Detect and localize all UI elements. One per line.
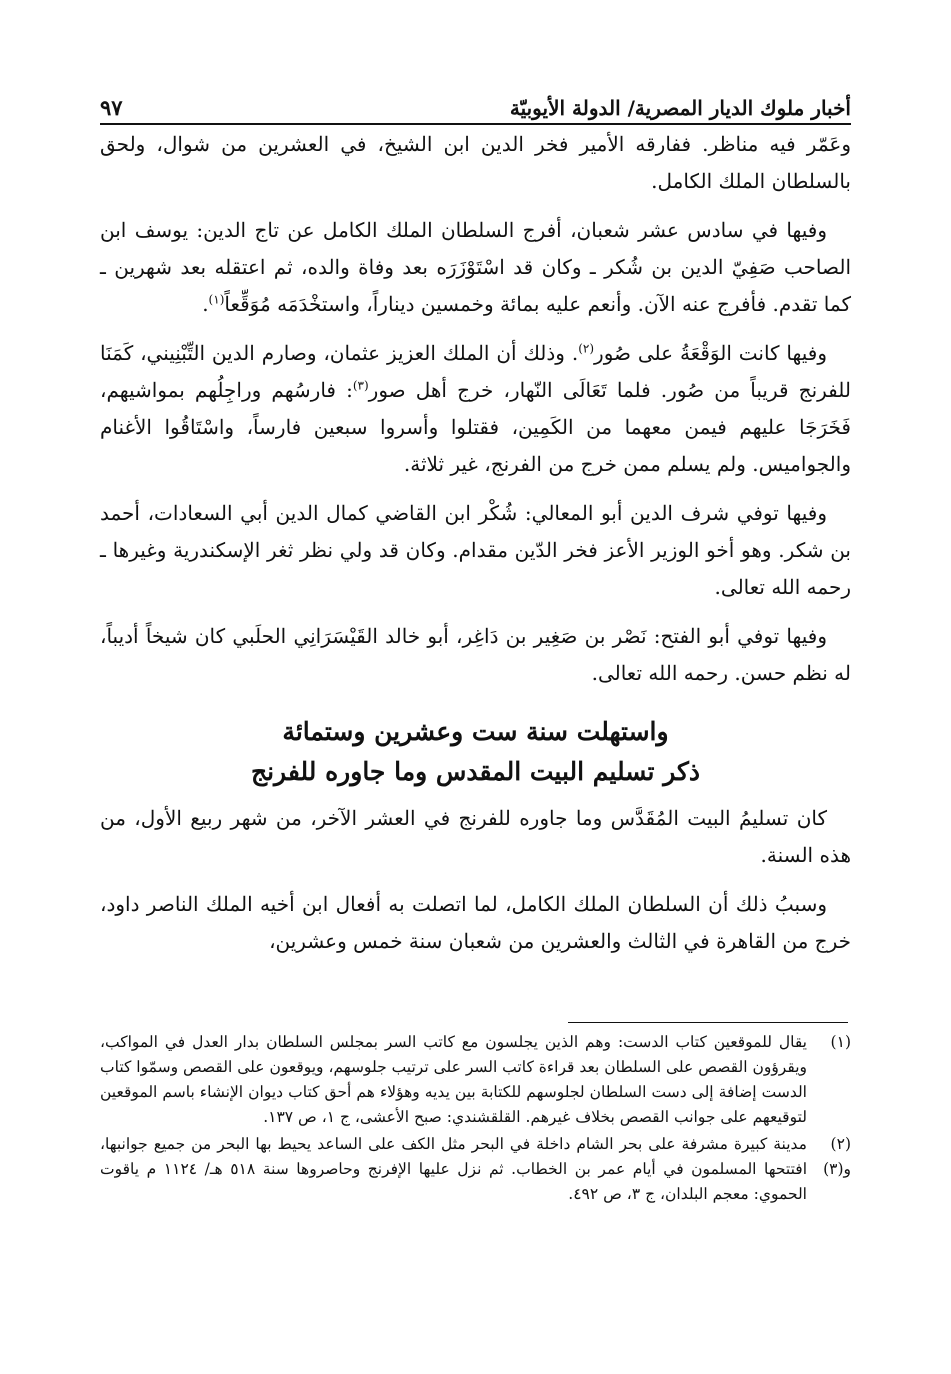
paragraph: وسببُ ذلك أن السلطان الملك الكامل، لما اتصلت به أفعال ابن أخيه الملك الناصر داود، خرج من القاهرة في الثالث والعشرين من شعبان سنة خمس وعشرين، [100, 892, 851, 953]
paragraph [100, 212, 851, 323]
footnote-mark: (١) [830, 1033, 851, 1051]
running-header [100, 86, 851, 120]
paragraph-text: وفيها كانت الوَقْعَةُ على صُور [594, 341, 827, 365]
footnote-ref: (٣) [352, 378, 369, 393]
paragraph: وعَمّر فيه مناظر. ففارقه الأمير فخر الدين ابن الشيخ، في العشرين من شوال، ولحق بالسلطان الملك الكامل. [100, 132, 851, 193]
page-number: ٩٧ [100, 95, 123, 120]
footnote-ref: (٢) [578, 341, 595, 356]
footnote-text: يقال للموقعين كتاب الدست: وهم الذين يجلسون مع كاتب السر بمجلس السلطان بدار العدل في المواكب، ويقرؤون القصص على السلطان بعد قراءة كاتب السر على ترتيب جلوسهم، ويوقعون على القصص وسمّوا كتاب الدست إضافة إلى دست السلطان لجلوسهم للكتابة بين يديه وهؤلاء هم أحق كتاب ديوان الإنشاء باسم الموقعين لتوقيعهم على جوانب القصص بخلاف غيرهم. القلقشندي: صبح الأعشى، ج ١، ص ١٣٧. [100, 1033, 807, 1126]
footnotes [100, 1030, 851, 1209]
paragraph: وفيها توفي أبو الفتح: نَصْر بن صَغِير بن دَاغِر، أبو خالد القَيْسَرَانِي الحلَبي كان شيخاً أديباً، له نظم حسن. رحمه الله تعالى. [100, 624, 851, 685]
section-heading: ذكر تسليم البيت المقدس وما جاوره للفرنج [250, 757, 701, 786]
footnote-rule [568, 1022, 848, 1023]
footnote-text: مدينة كبيرة مشرفة على بحر الشام داخلة في البحر مثل الكف على الساعد يحيط بها البحر من جميع جوانبها، افتتحها المسلمون في أيام عمر بن الخطاب. ثم نزل عليها الإفرنج وحاصروها سنة ٥١٨ هـ/ ١١٢٤ م ياقوت الحموي: معجم البلدان، ج ٣، ص ٤٩٢. [100, 1135, 807, 1203]
main-text [100, 126, 851, 972]
paragraph-text: : فارسُهم وراجِلُهم بمواشيهم، فَخَرَجَا عليهم فيمن معهما من الكَمِين، فقتلوا وأسروا سبعين فارساً، واسْتَاقُوا الأغنام والجواميس. ولم يسلم ممن خرج من الفرنج، غير ثلاثة. [100, 378, 851, 476]
running-title: أخبار ملوك الديار المصرية/ الدولة الأيوبيّة [509, 96, 851, 120]
paragraph-text: . وذلك أن الملك العزيز عثمان، وصارم الدين التِّبْنِيني، كَمَنَا للفرنج قريباً من صُور. فلما تَعَالَى النّهار، خرج أهل صور [100, 341, 852, 402]
section-headings [100, 712, 851, 792]
header-rule [100, 123, 851, 125]
footnote-mark: (٢) و(٣) [823, 1135, 851, 1178]
paragraph [100, 335, 851, 483]
year-heading: واستهلت سنة ست وعشرين وستمائة [282, 717, 669, 746]
paragraph-text: وفيها في سادس عشر شعبان، أفرج السلطان الملك الكامل عن تاج الدين: يوسف ابن الصاحب صَفِيّ الدين بن شُكر ـ وكان قد اسْتَوْزَرَه بعد وفاة والده، ثم اعتقله بعد شهرين ـ كما تقدم. فأفرج عنه الآن. وأنعم عليه بمائة وخمسين ديناراً، واستخْدَمَه مُوَقِّعاً [100, 218, 851, 316]
footnote [100, 1030, 851, 1130]
footnote-ref: (١) [208, 292, 225, 307]
paragraph-end: . [202, 292, 209, 316]
footnote [100, 1132, 851, 1207]
paragraph: كان تسليمُ البيت المُقَدَّس وما جاوره للفرنج في العشر الآخر، من شهر ربيع الأول، من هذه السنة. [100, 806, 851, 867]
paragraph: وفيها توفي شرف الدين أبو المعالي: شُكْر ابن القاضي كمال الدين أبي السعادات، أحمد بن شكر. وهو أخو الوزير الأعز فخر الدّين مقدام. وكان قد ولي نظر ثغر الإسكندرية وغيرها ـ رحمه الله تعالى. [100, 501, 851, 599]
